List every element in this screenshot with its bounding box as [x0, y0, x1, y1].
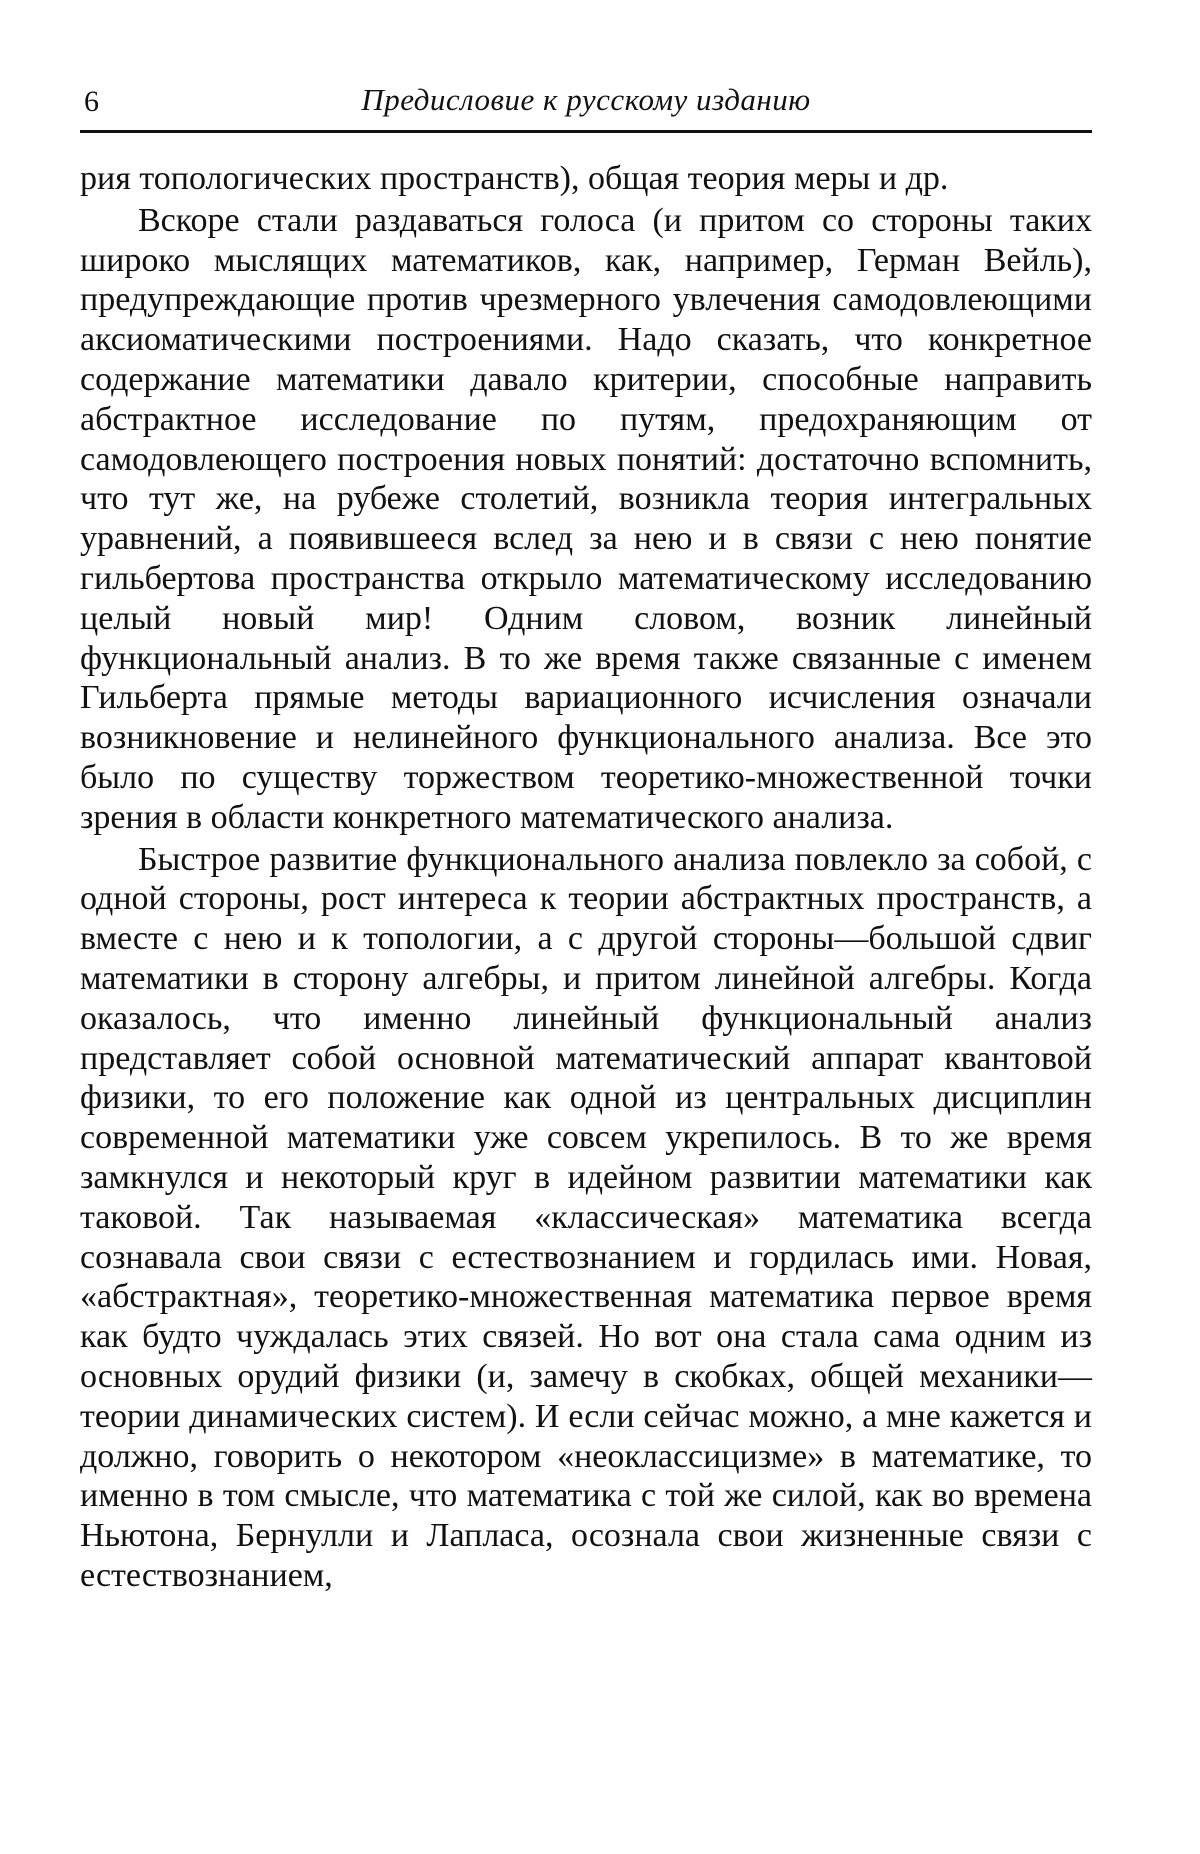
paragraph-voices: Вскоре стали раздаваться голоса (и притом со стороны таких широко мыслящих математиков, как, например, Герман Вейль), предупреждающие против чрезмерного увлечения самодовлеющими аксиоматическими построениями. Надо сказать, что конкретное содержание математики давало критерии, способные направить абстрактное исследование по путям, предохраняющим от самодовлеющего построения новых понятий: достаточно вспомнить, что тут же, на рубеже столетий, возникла теория интегральных уравнений, а появившееся вслед за нею и в связи с нею понятие гильбертова пространства открыло математическому исследованию целый новый мир! Одним словом, возник линейный функциональный анализ. В то же время также связанные с именем Гильберта прямые методы вариационного исчисления означали возникновение и нелинейного функционального анализа. Все это было по существу торжеством теоретико-множественной точки зрения в области конкретного математического анализа.: [80, 201, 1092, 836]
body-text: [80, 159, 1092, 1596]
paragraph-continuation: рия топологических пространств), общая теория меры и др.: [80, 160, 949, 197]
page-header: [80, 70, 1092, 133]
page-number: 6: [84, 85, 99, 118]
book-page: [80, 70, 1092, 1596]
paragraph-functional-analysis: Быстрое развитие функционального анализа повлекло за собой, с одной стороны, рост интереса к теории абстрактных пространств, а вместе с нею и к топологии, а с другой стороны—большой сдвиг математики в сторону алгебры, и притом линейной алгебры. Когда оказалось, что именно линейный функциональный анализ представляет собой основной математический аппарат квантовой физики, то его положение как одной из центральных дисциплин современной математики уже совсем укрепилось. В то же время замкнулся и некоторый круг в идейном развитии математики как таковой. Так называемая «классическая» математика всегда сознавала свои связи с естествознанием и гордилась ими. Новая, «абстрактная», теоретико-множественная математика первое время как будто чуждалась этих связей. Но вот она стала сама одним из основных орудий физики (и, замечу в скобках, общей механики— теории динамических систем). И если сейчас можно, а мне кажется и должно, говорить о некотором «неоклассицизме» в математике, то именно в том смысле, что математика с той же силой, как во времена Ньютона, Бернулли и Лапласа, осознала свои жизненные связи с естествознанием,: [80, 840, 1092, 1594]
running-title: Предисловие к русскому изданию: [361, 82, 811, 117]
